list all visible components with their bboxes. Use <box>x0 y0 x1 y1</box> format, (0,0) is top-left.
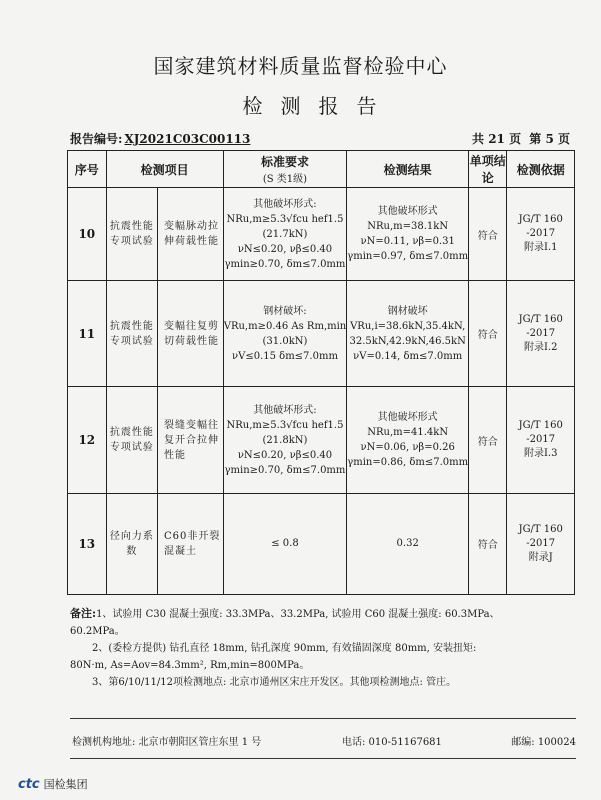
test-result <box>347 281 469 387</box>
remark-3: 3、第6/10/11/12项检测地点: 北京市通州区宋庄开发区。其他项检测地点: 管庄。 <box>92 677 457 688</box>
test-result-line: 其他破坏形式 <box>377 412 438 424</box>
test-result-line: νN=0.11, νβ=0.31 <box>360 236 455 248</box>
table-row <box>68 387 575 493</box>
test-item: 变幅脉动拉伸荷载性能 <box>158 188 224 281</box>
single-conclusion: 符合 <box>469 387 507 493</box>
standard-requirement <box>223 387 347 493</box>
table-header-row <box>68 151 575 188</box>
footer-postcode: 邮编: 100024 <box>511 737 576 748</box>
standard-requirement-line: (31.0kN) <box>262 335 308 347</box>
footer-phone: 电话: 010-51167681 <box>342 737 442 748</box>
test-result-line: νN=0.06, νβ=0.26 <box>360 442 455 454</box>
single-conclusion: 符合 <box>469 493 507 594</box>
test-result-line: γmin=0.86, δm≤7.0mm <box>347 457 469 469</box>
report-number-value: XJ2021C03C00113 <box>124 132 251 146</box>
standard-requirement-line: (21.8kN) <box>262 434 308 446</box>
standard-requirement <box>223 493 347 594</box>
test-result <box>347 387 469 493</box>
standard-requirement-line: νN≤0.20, νβ≤0.40 <box>237 449 333 461</box>
report-number-label: 报告编号: <box>70 132 123 146</box>
standard-requirement-line: γmin≥0.70, δm≤7.0mm <box>224 258 346 270</box>
test-result-line: 钢材破坏 <box>387 305 428 317</box>
test-basis-line: JG/T 160 <box>518 420 563 432</box>
row-number: 13 <box>68 493 107 594</box>
single-conclusion: 符合 <box>469 281 507 387</box>
company-logo <box>18 776 88 792</box>
results-table <box>67 150 575 595</box>
remark-2b: 80N·m, As=Aov=84.3mm², Rm,min=800MPa。 <box>70 660 310 671</box>
remark-1a: 1、试验用 C30 混凝土强度: 33.3MPa、33.2MPa, 试验用 C60 混凝土强度: 60.3MPa、 <box>96 609 500 620</box>
standard-requirement-line: (21.7kN) <box>262 228 308 240</box>
remark-1b: 60.2MPa。 <box>70 626 125 637</box>
header-single: 单项结论 <box>469 151 507 188</box>
standard-requirement-line: γmin≥0.70, δm≤7.0mm <box>224 464 346 476</box>
header-std-sub: (S 类1级) <box>262 174 308 185</box>
test-basis-line: 附录I.3 <box>523 448 558 460</box>
test-result-line: 0.32 <box>396 538 419 550</box>
test-basis-line: JG/T 160 <box>518 523 563 535</box>
test-basis-line: 附录I.1 <box>523 242 558 254</box>
test-result-line: NRu,m=38.1kN <box>367 221 449 233</box>
test-category: 抗震性能专项试验 <box>106 281 157 387</box>
test-basis <box>507 387 575 493</box>
test-item: 裂缝变幅往复开合拉伸性能 <box>158 387 224 493</box>
table-row <box>68 281 575 387</box>
test-basis <box>507 188 575 281</box>
test-basis-line: JG/T 160 <box>518 214 563 226</box>
table-row <box>68 493 575 594</box>
page-info <box>468 130 570 147</box>
standard-requirement <box>223 281 347 387</box>
header-std <box>223 151 347 188</box>
standard-requirement-line: νV≤0.15 δm≤7.0mm <box>232 350 338 362</box>
footer-address: 检测机构地址: 北京市朝阳区管庄东里 1 号 <box>72 737 262 748</box>
footer-contact <box>72 733 576 749</box>
remark-2a: 2、(委检方提供) 钻孔直径 18mm, 钻孔深度 90mm, 有效锚固深度 80mm, 安装扭矩: <box>92 643 477 654</box>
test-basis-line: 附录I.2 <box>523 341 558 353</box>
standard-requirement-line: VRu,m≥0.46 As Rm,min <box>223 320 347 332</box>
test-category: 抗震性能专项试验 <box>106 387 157 493</box>
test-result <box>347 493 469 594</box>
footer-rule-top <box>70 718 576 719</box>
test-result <box>347 188 469 281</box>
standard-requirement-line: NRu,m≥5.3√fcu hef1.5 <box>226 213 344 225</box>
test-result-line: νV=0.14, δm≤7.0mm <box>353 350 463 362</box>
test-result-line: VRu,i=38.6kN,35.4kN, <box>350 320 466 332</box>
table-row <box>68 188 575 281</box>
test-result-line: NRu,m=41.4kN <box>367 427 449 439</box>
test-basis <box>507 493 575 594</box>
test-basis <box>507 281 575 387</box>
test-category: 径向力系数 <box>106 493 157 594</box>
test-result-line: 32.5kN,42.9kN,46.5kN <box>349 335 466 347</box>
standard-requirement-line: νN≤0.20, νβ≤0.40 <box>237 243 333 255</box>
report-title: 检测报告 <box>242 94 395 118</box>
header-item: 检测项目 <box>106 151 223 188</box>
standard-requirement-line: NRu,m≥5.3√fcu hef1.5 <box>226 419 344 431</box>
test-result-line: γmin=0.97, δm≤7.0mm <box>347 251 469 263</box>
report-number <box>70 130 250 147</box>
test-basis-line: 附录J <box>528 551 553 563</box>
header-std-label: 标准要求 <box>260 155 309 169</box>
header-basis: 检测依据 <box>507 151 575 188</box>
test-basis-line: -2017 <box>526 228 556 240</box>
current-page: 第 5 页 <box>529 132 570 146</box>
total-pages: 共 21 页 <box>472 132 522 146</box>
test-basis-line: -2017 <box>526 537 556 549</box>
header-result: 检测结果 <box>347 151 469 188</box>
row-number: 11 <box>68 281 107 387</box>
header-seq: 序号 <box>68 151 107 188</box>
organization-name: 国家建筑材料质量监督检验中心 <box>153 54 448 78</box>
test-item: 变幅往复剪切荷载性能 <box>158 281 224 387</box>
logo-text: 国检集团 <box>43 778 88 791</box>
test-result-line: 其他破坏形式 <box>377 206 438 218</box>
standard-requirement-line: ≤ 0.8 <box>271 538 299 550</box>
standard-requirement <box>223 188 347 281</box>
test-basis-line: JG/T 160 <box>518 313 563 325</box>
row-number: 10 <box>68 188 107 281</box>
logo-mark: ctc <box>18 777 40 792</box>
test-item: C60非开裂混凝土 <box>158 493 224 594</box>
remarks-head: 备注: <box>70 607 97 620</box>
test-category: 抗震性能专项试验 <box>106 188 157 281</box>
standard-requirement-line: 钢材破坏: <box>263 305 307 317</box>
report-meta <box>70 130 570 150</box>
test-basis-line: -2017 <box>526 327 556 339</box>
remarks <box>70 605 576 691</box>
standard-requirement-line: 其他破坏形式: <box>253 198 317 210</box>
test-basis-line: -2017 <box>526 434 556 446</box>
row-number: 12 <box>68 387 107 493</box>
single-conclusion: 符合 <box>469 188 507 281</box>
footer-rule-bottom <box>70 758 576 759</box>
standard-requirement-line: 其他破坏形式: <box>253 404 317 416</box>
